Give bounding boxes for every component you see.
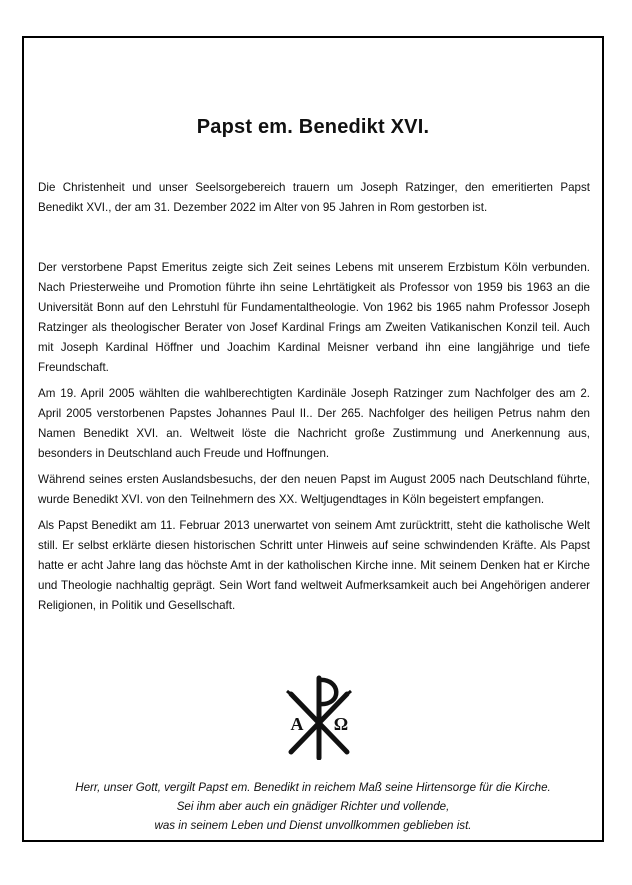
alpha-letter: A — [290, 714, 304, 734]
paragraph-resignation: Als Papst Benedikt am 11. Februar 2013 unerwartet von seinem Amt zurücktritt, steht die katholische Welt still. Er selbst erklärte diesen historischen Schritt unter Hinweis auf seine schwindenden Kräfte. Als Papst hatte er acht Jahre lang das höchste Amt in der katholischen Kirche inne. Mit seinem Denken hat er Kirche und Theologie nachhaltig geprägt. Sein Wort fand weltweit Aufmerksamkeit auch bei Angehörigen anderer Religionen, in Politik und Gesellschaft. — [38, 519, 590, 612]
paragraph-connection-cologne: Der verstorbene Papst Emeritus zeigte sich Zeit seines Lebens mit unserem Erzbistum Köln verbunden. Nach Priesterweihe und Promotion führte ihn seine Lehrtätigkeit als Professor von 1959 bis 1963 an die Universität Bonn auf den Lehrstuhl für Fundamentaltheologie. Von 1962 bis 1965 nahm Professor Joseph Ratzinger als theologischer Berater von Josef Kardinal Frings am Zweiten Vatikanischen Konzil teil. Auch mit Joseph Kardinal Höffner und Joachim Kardinal Meisner verband ihn eine langjährige und tiefe Freundschaft. — [38, 261, 590, 374]
page-border — [22, 36, 604, 842]
intro-paragraph: Die Christenheit und unser Seelsorgebereich trauern um Joseph Ratzinger, den emeritierten Papst Benedikt XVI., der am 31. Dezember 2022 im Alter von 95 Jahren in Rom gestorben ist. — [38, 181, 590, 214]
paragraph-election: Am 19. April 2005 wählten die wahlberechtigten Kardinäle Joseph Ratzinger zum Nachfolger des am 2. April 2005 verstorbenen Papstes Johannes Paul II.. Der 265. Nachfolger des heiligen Petrus nahm den Namen Benedikt XVI. an. Weltweit löste die Nachricht große Zustimmung und Anerkennung aus, besonders in Deutschland auch Freude und Hoffnungen. — [38, 387, 590, 460]
omega-letter: Ω — [333, 714, 349, 734]
prayer-line: Herr, unser Gott, vergilt Papst em. Benedikt in reichem Maß seine Hirtensorge für die Kirche. — [75, 781, 551, 794]
paragraph-world-youth-day: Während seines ersten Auslandsbesuchs, der den neuen Papst im August 2005 nach Deutschland führte, wurde Benedikt XVI. von den Teilnehmern des XX. Weltjugendtages in Köln begeistert empfangen. — [38, 473, 590, 506]
chi-rho-alpha-omega-icon — [279, 672, 359, 760]
prayer-line: Sei ihm aber auch ein gnädiger Richter und vollende, — [176, 800, 450, 813]
closing-prayer — [24, 778, 602, 835]
intro-section — [38, 178, 590, 224]
prayer-line: was in seinem Leben und Dienst unvollkommen geblieben ist. — [154, 819, 472, 832]
page-title: Papst em. Benedikt XVI. — [196, 116, 430, 138]
body-section — [38, 258, 590, 622]
